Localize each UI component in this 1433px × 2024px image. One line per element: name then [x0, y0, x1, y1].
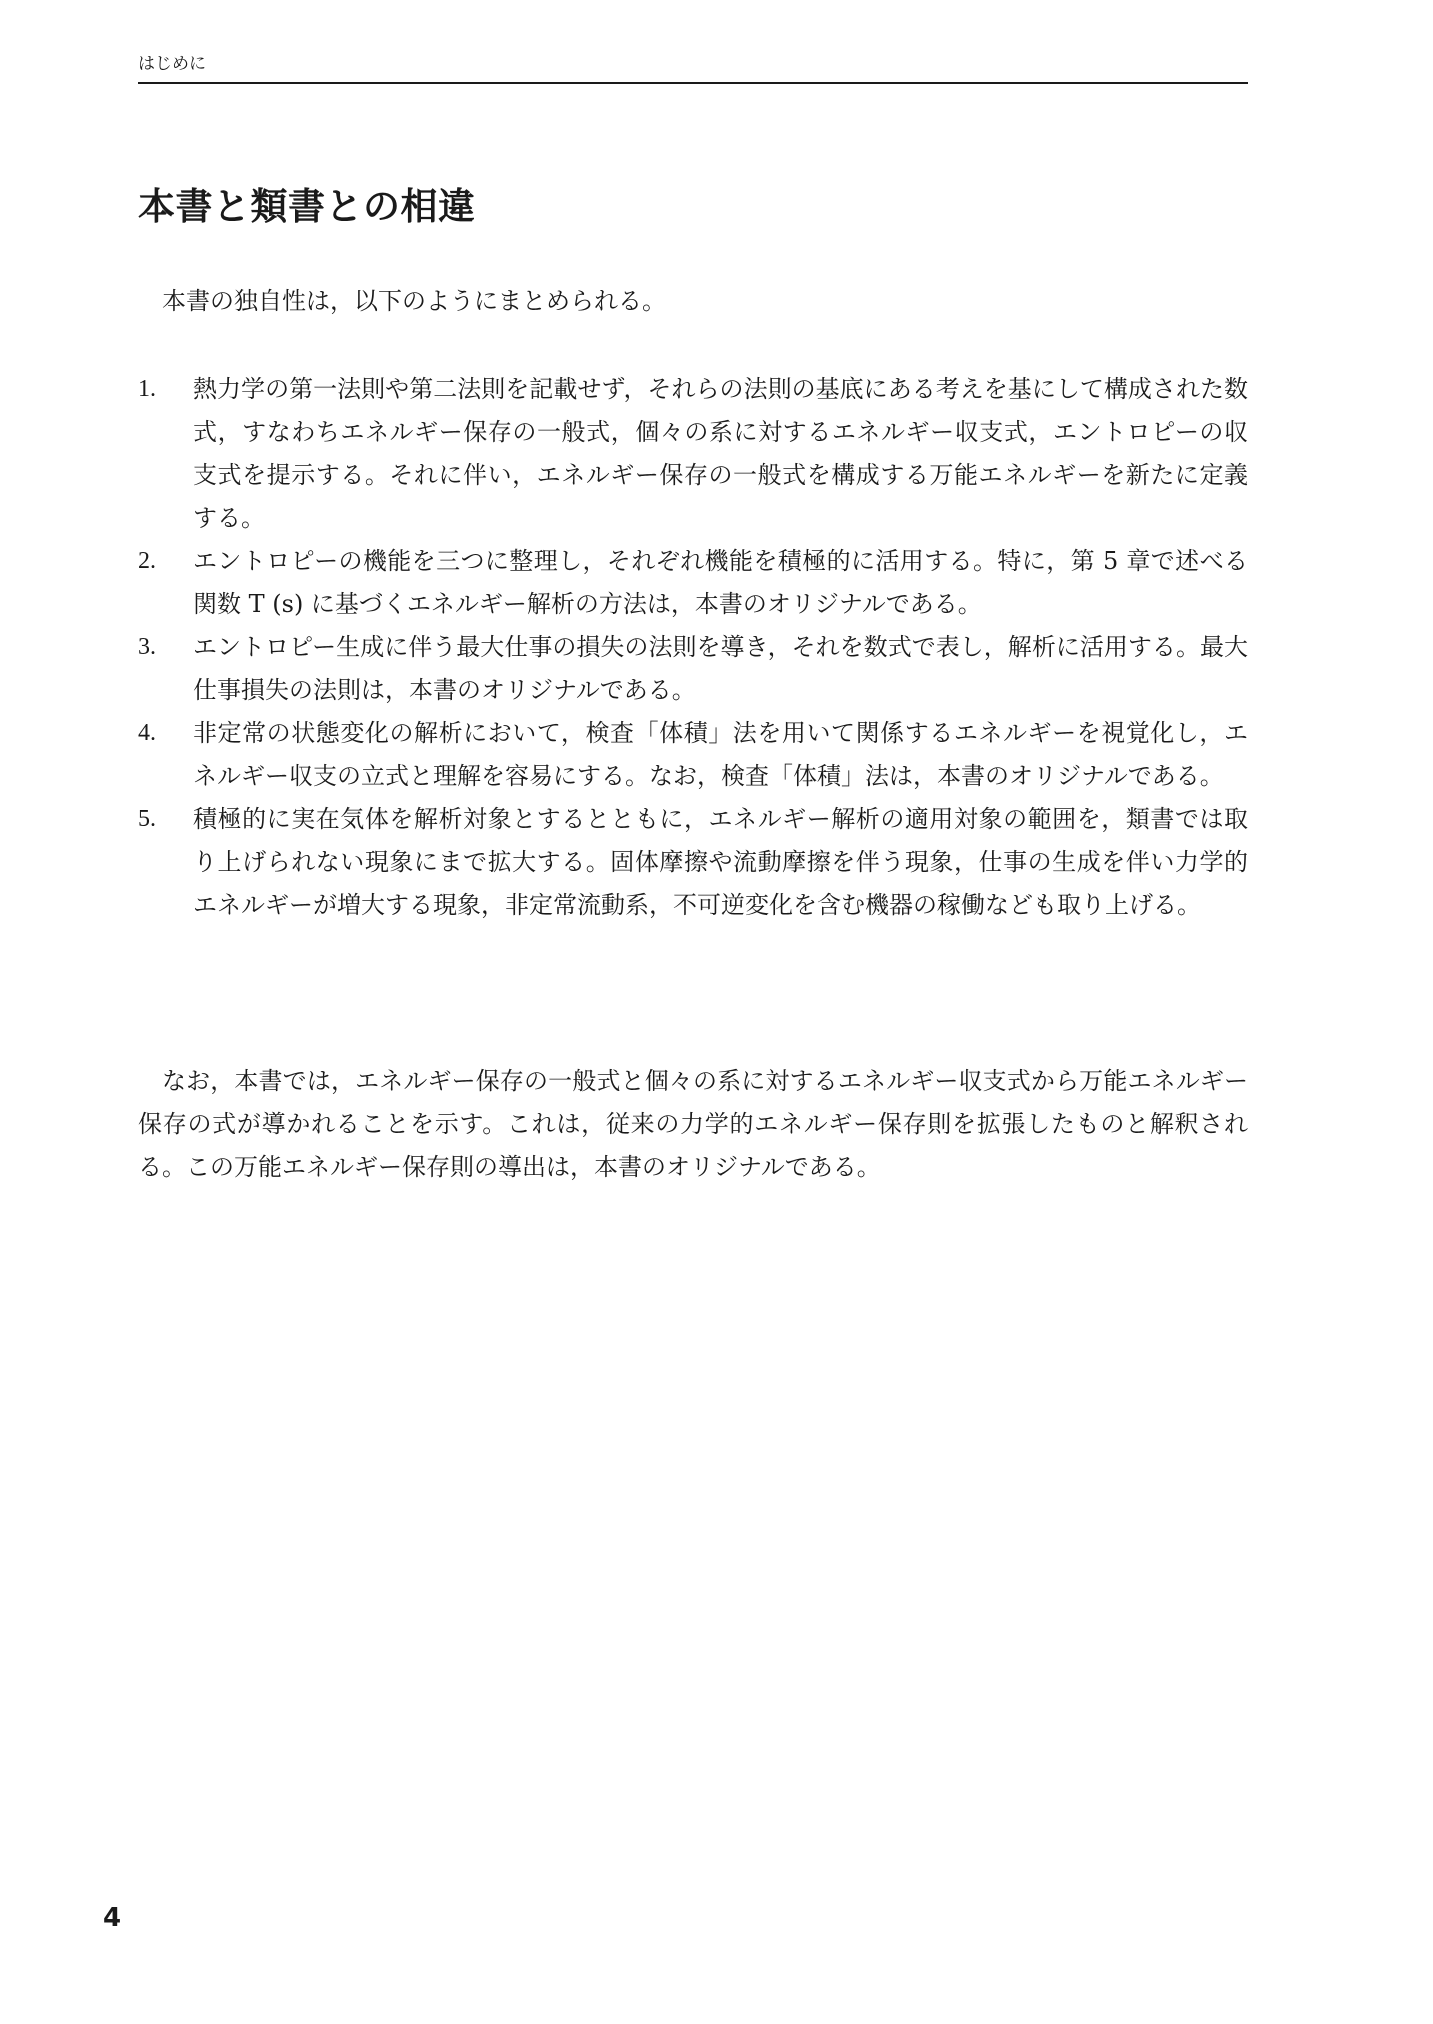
closing-paragraph: なお，本書では，エネルギー保存の一般式と個々の系に対するエネルギー収支式から万能エネルギー保存の式が導かれることを示す。これは，従来の力学的エネルギー保存則を拡張したものと解釈される。この万能エネルギー保存則の導出は，本書のオリジナルである。	[138, 1067, 1248, 1181]
list-item-text: 非定常の状態変化の解析において，検査「体積」法を用いて関係するエネルギーを視覚化し，エネルギー収支の立式と理解を容易にする。なお，検査「体積」法は，本書のオリジナルである。	[193, 719, 1248, 790]
list-item	[138, 368, 1248, 540]
list-item	[138, 540, 1248, 626]
list-item	[138, 712, 1248, 798]
list-item-number: 1.	[138, 376, 156, 402]
list-item-number: 5.	[138, 806, 156, 832]
list-item-text: エントロピー生成に伴う最大仕事の損失の法則を導き，それを数式で表し，解析に活用する。最大仕事損失の法則は，本書のオリジナルである。	[193, 633, 1248, 704]
page-number: 4	[103, 1903, 122, 1933]
list-item-number: 2.	[138, 548, 156, 574]
list-item-text: 熱力学の第一法則や第二法則を記載せず，それらの法則の基底にある考えを基にして構成された数式，すなわちエネルギー保存の一般式，個々の系に対するエネルギー収支式，エントロピーの収支式を提示する。それに伴い，エネルギー保存の一般式を構成する万能エネルギーを新たに定義する。	[193, 375, 1248, 532]
list-item-number: 4.	[138, 720, 156, 746]
list-item	[138, 798, 1248, 927]
list-item	[138, 626, 1248, 712]
feature-list	[138, 368, 1248, 927]
list-item-number: 3.	[138, 634, 156, 660]
intro-paragraph: 本書の独自性は，以下のようにまとめられる。	[162, 287, 666, 315]
running-head: はじめに	[138, 54, 1248, 84]
list-item-text: 積極的に実在気体を解析対象とするとともに，エネルギー解析の適用対象の範囲を，類書では取り上げられない現象にまで拡大する。固体摩擦や流動摩擦を伴う現象，仕事の生成を伴い力学的エネルギーが増大する現象，非定常流動系，不可逆変化を含む機器の稼働なども取り上げる。	[193, 805, 1248, 919]
list-item-text: エントロピーの機能を三つに整理し，それぞれ機能を積極的に活用する。特に，第 5 章で述べる関数 T (s) に基づくエネルギー解析の方法は，本書のオリジナルである。	[193, 547, 1248, 618]
section-heading: 本書と類書との相違	[138, 185, 476, 228]
